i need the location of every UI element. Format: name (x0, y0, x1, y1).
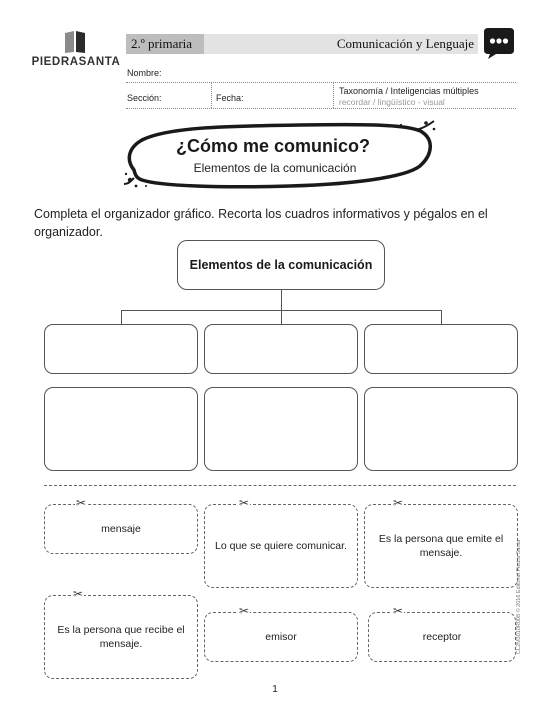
taxonomy-label: Taxonomía / Inteligencias múltiples (339, 86, 479, 96)
page-title (0, 136, 550, 157)
field-divider (333, 82, 334, 108)
card-text: receptor (422, 631, 462, 643)
connector-line (281, 290, 282, 310)
speech-bubble-icon (482, 26, 516, 60)
card-text: Lo que se quiere comunicar. (215, 540, 347, 552)
scissors-icon: ✂ (73, 587, 84, 601)
name-line[interactable] (126, 82, 516, 83)
grade-label: 2.º primaria (126, 34, 204, 54)
scissors-icon: ✂ (393, 496, 404, 510)
scissors-icon: ✂ (76, 496, 87, 510)
scissors-icon: ✂ (239, 496, 250, 510)
organizer-slot-bottom-1[interactable] (44, 387, 198, 471)
section-line (126, 108, 516, 109)
card-text: emisor (265, 631, 297, 643)
cutout-card[interactable] (44, 504, 198, 554)
connector-line (121, 310, 122, 324)
organizer-slot-top-1[interactable] (44, 324, 198, 374)
scissors-icon: ✂ (239, 604, 250, 618)
organizer-root-box: Elementos de la comunicación (177, 240, 385, 290)
scissors-icon: ✂ (393, 604, 404, 618)
taxonomy-value: recordar / lingüístico - visual (339, 97, 445, 107)
cutout-card[interactable] (44, 595, 198, 679)
brand-name: PIEDRASANTA (31, 56, 121, 68)
section-label: Sección: (127, 93, 162, 103)
publisher-logo (30, 30, 122, 72)
subject-label: Comunicación y Lenguaje (336, 36, 474, 51)
cutout-card[interactable] (368, 612, 516, 662)
connector-line (441, 310, 442, 324)
organizer-slot-top-2[interactable] (204, 324, 358, 374)
card-text: Es la persona que recibe el mensaje. (57, 624, 185, 650)
card-text: mensaje (101, 523, 141, 535)
name-label: Nombre: (127, 68, 162, 78)
organizer-slot-bottom-2[interactable] (204, 387, 358, 471)
page-subtitle: Elementos de la comunicación (193, 161, 357, 175)
card-text: Es la persona que emite el mensaje. (378, 533, 504, 559)
connector-line (281, 310, 282, 324)
cutout-card[interactable] (364, 504, 518, 588)
date-label: Fecha: (216, 93, 244, 103)
cutout-card[interactable] (204, 612, 358, 662)
book-logo-icon (64, 30, 86, 54)
organizer-slot-bottom-3[interactable] (364, 387, 518, 471)
cut-line (44, 485, 516, 486)
organizer-slot-top-3[interactable] (364, 324, 518, 374)
field-divider (211, 82, 212, 108)
page-title-text: ¿Cómo me comunico? (175, 136, 370, 156)
cutout-card[interactable] (204, 504, 358, 588)
instructions-text: Completa el organizador gráfico. Recorta los cuadros informativos y pégalos en el organizador. (34, 207, 488, 239)
page-number: 1 (272, 684, 278, 695)
copyright-note: CL2M3010R008 © 2016 Editorial Piedra Santa (516, 539, 522, 654)
